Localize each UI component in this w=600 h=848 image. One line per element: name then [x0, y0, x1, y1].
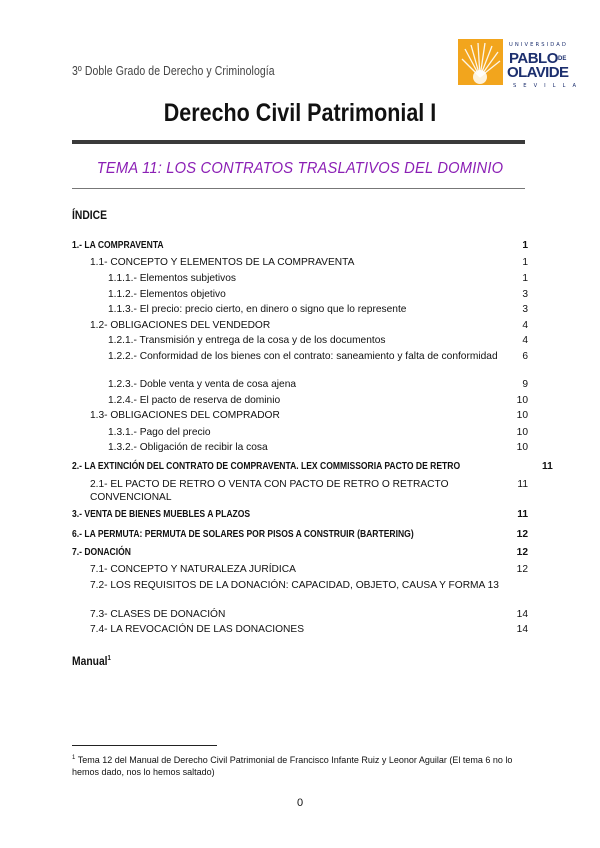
university-logo-icon	[457, 37, 585, 89]
title-divider	[72, 140, 525, 144]
toc-entry[interactable]	[72, 240, 528, 253]
toc-entry-page: 14	[516, 609, 528, 620]
toc-entry-title: 7.- DONACIÓN	[72, 547, 131, 558]
toc-entry-page: 10	[516, 442, 528, 453]
toc-entry-title: 1.2- OBLIGACIONES DEL VENDEDOR	[90, 320, 271, 331]
toc-entry-page: 9	[522, 379, 528, 390]
toc-entry[interactable]	[72, 410, 528, 423]
toc-entry-title: 1.1.1.- Elementos subjetivos	[108, 273, 236, 284]
toc-entry[interactable]	[72, 580, 528, 593]
toc-entry-page: 11	[542, 461, 553, 472]
toc-entry[interactable]	[72, 609, 528, 622]
svg-text:OLAVIDE: OLAVIDE	[507, 64, 569, 81]
toc-entry[interactable]	[72, 289, 528, 302]
toc-entry-title: 3.- VENTA DE BIENES MUEBLES A PLAZOS	[72, 509, 251, 520]
toc-entry[interactable]	[72, 427, 528, 440]
toc-entry-title: 1.3.1.- Pago del precio	[108, 427, 211, 438]
toc-entry[interactable]	[72, 564, 528, 577]
toc-entry-page: 3	[522, 289, 528, 300]
topic-subtitle: TEMA 11: LOS CONTRATOS TRASLATIVOS DEL DOMINIO	[96, 160, 504, 177]
toc-entry-title: 7.1- CONCEPTO Y NATURALEZA JURÍDICA	[90, 564, 296, 575]
index-heading: ÍNDICE	[72, 208, 107, 222]
toc-entry-title: 6.- LA PERMUTA: PERMUTA DE SOLARES POR PISOS A CONSTRUIR (BARTERING)	[72, 529, 414, 540]
toc-entry[interactable]	[72, 624, 528, 637]
svg-text:DE: DE	[558, 56, 567, 62]
subtitle-divider	[72, 188, 525, 189]
toc-entry-page: 14	[516, 624, 528, 635]
toc-entry-title: 1.3.2.- Obligación de recibir la cosa	[108, 442, 268, 453]
toc-entry-page: 6	[522, 351, 528, 362]
toc-entry-title: 1.3- OBLIGACIONES DEL COMPRADOR	[90, 410, 280, 421]
toc-entry-page: 10	[516, 410, 528, 421]
toc-entry-page: 4	[522, 320, 528, 331]
toc-entry-page: 4	[522, 335, 528, 346]
document-title: Derecho Civil Patrimonial I	[163, 99, 437, 127]
toc-entry[interactable]	[72, 529, 528, 542]
toc-entry-title: 1.2.3.- Doble venta y venta de cosa ajena	[108, 379, 297, 390]
toc-entry-page: 11	[517, 509, 528, 520]
toc-entry-page: 10	[516, 427, 528, 438]
toc-entry-title: 2.1- EL PACTO DE RETRO O VENTA CON PACTO DE RETRO O RETRACTO CONVENCIONAL	[90, 479, 449, 503]
manual-label: Manual$^1$	[72, 654, 111, 668]
toc-entry-page: 10	[516, 395, 528, 406]
toc-entry-page: 1	[522, 273, 528, 284]
footnote: $^1$ Tema 12 del Manual de Derecho Civil Patrimonial de Francisco Infante Ruiz y Leonor Aguilar (El tema 6 no lo hemos dado, nos lo hemos saltado)	[72, 755, 513, 777]
toc-entry-page: 3	[522, 304, 528, 315]
toc-entry-title: 1.1.3.- El precio: precio cierto, en dinero o signo que lo represente	[108, 304, 407, 315]
toc-entry[interactable]	[72, 509, 528, 522]
toc-entry-page: 12	[516, 547, 528, 558]
toc-entry-title: 7.3- CLASES DE DONACIÓN	[90, 609, 226, 620]
toc-entry-page: 1	[522, 257, 528, 268]
svg-text:SEVILLA: SEVILLA	[513, 83, 584, 89]
course-header: 3º Doble Grado de Derecho y Criminología	[72, 64, 275, 78]
toc-entry[interactable]	[72, 335, 528, 348]
toc-entry-page: 11	[517, 479, 528, 490]
toc-entry[interactable]	[72, 379, 528, 392]
toc-entry[interactable]	[72, 320, 528, 333]
toc-entry-page: 12	[516, 564, 528, 575]
toc-entry[interactable]	[72, 304, 528, 317]
toc-entry[interactable]	[72, 461, 553, 474]
toc-entry-title: 2.- LA EXTINCIÓN DEL CONTRATO DE COMPRAVENTA. LEX COMMISSORIA PACTO DE RETRO	[72, 461, 461, 472]
toc-entry[interactable]	[72, 257, 528, 270]
footnote-ref[interactable]: 1	[107, 655, 111, 662]
toc-entry[interactable]	[72, 479, 528, 504]
toc-entry-title: 7.2- LOS REQUISITOS DE LA DONACIÓN: CAPACIDAD, OBJETO, CAUSA Y FORMA 13	[90, 580, 499, 591]
toc-entry-title: 1.2.2.- Conformidad de los bienes con el contrato: saneamiento y falta de conformidad	[108, 351, 498, 362]
page-number: 0	[296, 797, 304, 809]
toc-entry-title: 1.1.2.- Elementos objetivo	[108, 289, 226, 300]
university-logo	[457, 37, 585, 89]
toc-entry-title: 1.2.4.- El pacto de reserva de dominio	[108, 395, 281, 406]
toc-entry-page: 12	[516, 529, 528, 540]
toc-entry-title: 1.2.1.- Transmisión y entrega de la cosa y de los documentos	[108, 335, 386, 346]
toc-entry-title: 7.4- LA REVOCACIÓN DE LAS DONACIONES	[90, 624, 304, 635]
toc-entry[interactable]	[72, 273, 528, 286]
svg-text:PABLO: PABLO	[509, 50, 558, 67]
toc-entry[interactable]	[72, 395, 528, 408]
toc-entry[interactable]	[72, 547, 528, 560]
toc-entry-title: 1.1- CONCEPTO Y ELEMENTOS DE LA COMPRAVENTA	[90, 257, 355, 268]
toc-entry[interactable]	[72, 442, 528, 455]
toc-entry-page: 1	[522, 240, 528, 251]
footnote-divider	[72, 745, 217, 746]
toc-entry[interactable]	[72, 351, 528, 364]
svg-text:UNIVERSIDAD: UNIVERSIDAD	[509, 42, 569, 48]
toc-entry-title: 1.- LA COMPRAVENTA	[72, 240, 164, 251]
